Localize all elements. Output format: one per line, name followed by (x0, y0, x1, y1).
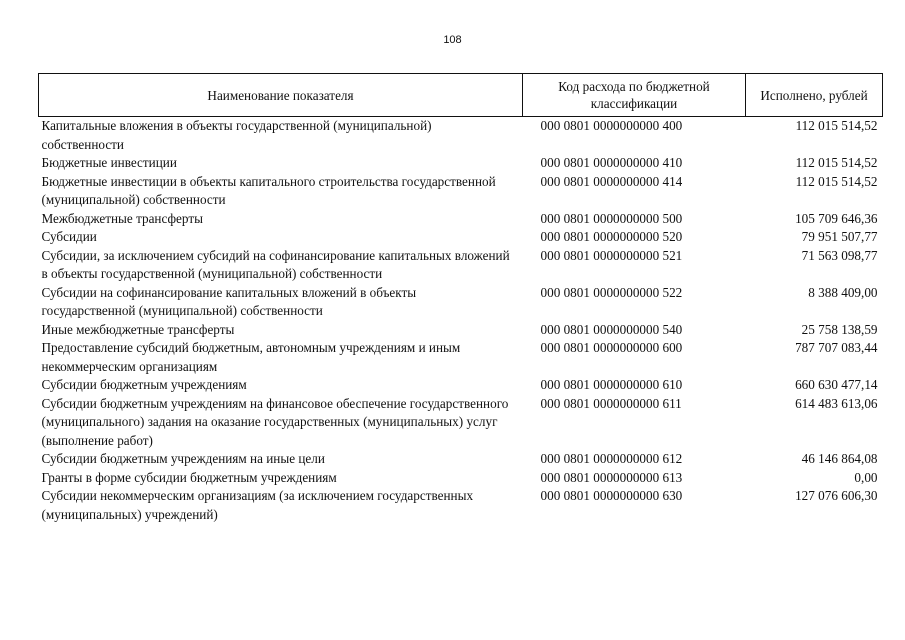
indicator-name-cell: Субсидии бюджетным учреждениям на финансовое обеспечение государственного (муниципального) задания на оказание государственных (муниципальных) услуг (выполнение работ) (41, 395, 509, 448)
indicator-name-cell: Субсидии бюджетным учреждениям (41, 377, 247, 392)
executed-amount-cell: 0,00 (854, 469, 878, 485)
budget-report-table (38, 73, 883, 524)
table-header (39, 74, 883, 117)
executed-amount-cell: 46 146 864,08 (801, 451, 878, 466)
budget-code-cell: 000 0801 0000000000 610 (540, 377, 683, 392)
table-row (39, 117, 883, 155)
executed-amount-cell: 614 483 613,06 (795, 395, 878, 411)
table-row (39, 487, 883, 524)
indicator-name-cell: Субсидии некоммерческим организациям (за исключением государственных (муниципальных) учреждений) (41, 488, 474, 522)
budget-code-cell: 000 0801 0000000000 612 (540, 451, 683, 466)
executed-amount-cell: 112 015 514,52 (795, 173, 878, 189)
page-number: 108 (443, 34, 462, 46)
table-row (39, 376, 883, 395)
indicator-name-cell: Субсидии на софинансирование капитальных вложений в объекты государственной (муниципальной) собственности (41, 284, 417, 318)
budget-code-cell: 000 0801 0000000000 521 (540, 247, 683, 263)
budget-code-cell: 000 0801 0000000000 630 (540, 488, 683, 503)
header-indicator-name: Наименование показателя (39, 74, 523, 117)
indicator-name-cell: Гранты в форме субсидии бюджетным учреждениям (41, 469, 337, 485)
table-row (39, 173, 883, 210)
indicator-name-cell: Иные межбюджетные трансферты (41, 321, 235, 337)
budget-code-cell: 000 0801 0000000000 540 (540, 321, 683, 337)
executed-amount-cell: 660 630 477,14 (795, 377, 878, 392)
budget-code-cell: 000 0801 0000000000 600 (540, 340, 683, 355)
executed-amount-cell: 25 758 138,59 (801, 321, 878, 337)
executed-amount-cell: 79 951 507,77 (801, 229, 878, 244)
table-row (39, 469, 883, 488)
table-row (39, 395, 883, 451)
indicator-name-cell: Субсидии (41, 229, 97, 244)
budget-code-cell: 000 0801 0000000000 500 (540, 210, 683, 226)
header-executed-amount: Исполнено, рублей (746, 74, 883, 117)
executed-amount-cell: 105 709 646,36 (795, 210, 878, 226)
budget-code-cell: 000 0801 0000000000 410 (540, 155, 683, 170)
table-row (39, 228, 883, 247)
budget-code-cell: 000 0801 0000000000 611 (540, 395, 682, 411)
table-row (39, 210, 883, 229)
table-row (39, 450, 883, 469)
executed-amount-cell: 71 563 098,77 (801, 247, 878, 263)
indicator-name-cell: Межбюджетные трансферты (41, 210, 203, 226)
executed-amount-cell: 127 076 606,30 (795, 488, 878, 503)
indicator-name-cell: Бюджетные инвестиции (41, 155, 177, 170)
header-budget-code: Код расхода по бюджетной классификации (523, 74, 746, 117)
budget-code-cell: 000 0801 0000000000 613 (540, 469, 683, 485)
executed-amount-cell: 112 015 514,52 (795, 118, 878, 133)
indicator-name-cell: Предоставление субсидий бюджетным, автономным учреждениям и иным некоммерческим организациям (41, 340, 461, 374)
budget-code-cell: 000 0801 0000000000 414 (540, 173, 683, 189)
executed-amount-cell: 787 707 083,44 (795, 340, 878, 355)
indicator-name-cell: Субсидии бюджетным учреждениям на иные цели (41, 451, 325, 466)
table-row (39, 284, 883, 321)
indicator-name-cell: Бюджетные инвестиции в объекты капитального строительства государственной (муниципальной) собственности (41, 173, 496, 207)
budget-code-cell: 000 0801 0000000000 522 (540, 284, 683, 300)
executed-amount-cell: 112 015 514,52 (795, 155, 878, 170)
table-row (39, 321, 883, 340)
table-row (39, 154, 883, 173)
indicator-name-cell: Капитальные вложения в объекты государственной (муниципальной) собственности (41, 118, 432, 152)
budget-code-cell: 000 0801 0000000000 400 (540, 118, 683, 133)
table-row (39, 339, 883, 376)
executed-amount-cell: 8 388 409,00 (808, 284, 878, 300)
table-row (39, 247, 883, 284)
header-row (39, 74, 883, 117)
budget-code-cell: 000 0801 0000000000 520 (540, 229, 683, 244)
indicator-name-cell: Субсидии, за исключением субсидий на софинансирование капитальных вложений в объекты государственной (муниципальной) собственности (41, 247, 510, 281)
table-body (39, 117, 883, 525)
